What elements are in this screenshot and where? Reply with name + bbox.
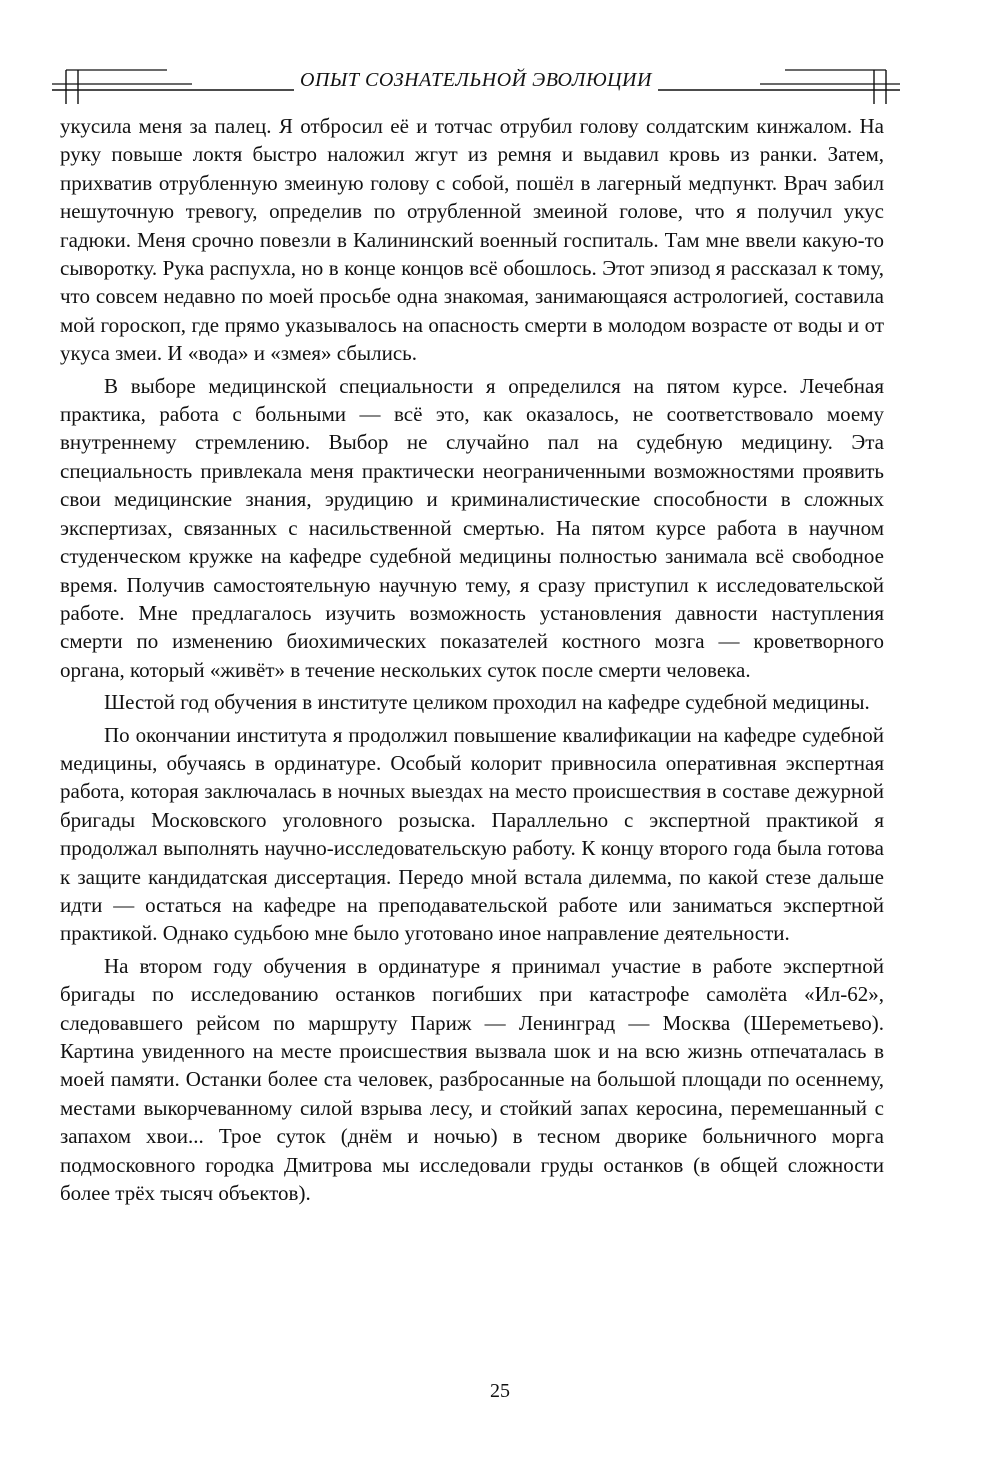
running-header-title-text: ОПЫТ СОЗНАТЕЛЬНОЙ ЭВОЛЮЦИИ bbox=[294, 69, 658, 91]
paragraph-5: На втором году обучения в ординатуре я принимал участие в работе экспертной бригады по исследованию останков погибших при катастрофе самолёта «Ил-62», следовавшего рейсом по маршруту Париж — Ленинград — Москва (Шереметьево). Картина увиденного на месте происшествия вызвала шок и на всю жизнь отпечаталась в моей памяти. Останки более ста человек, разбросанные на большой площади по осеннему, местами выкорчеванному силой взрыва лесу, и стойкий запах керосина, перемешанный с запахом хвои... Трое суток (днём и ночью) в тесном дворике больничного морга подмосковного городка Дмитрова мы исследовали груды останков (в общей сложности более трёх тысяч объектов). bbox=[60, 953, 884, 1206]
body-text bbox=[60, 112, 884, 1207]
paragraph-3: Шестой год обучения в институте целиком проходил на кафедре судебной медицины. bbox=[104, 690, 870, 715]
page-number: 25 bbox=[490, 1380, 510, 1402]
running-header bbox=[52, 62, 900, 106]
paragraph-2: В выборе медицинской специальности я определился на пятом курсе. Лечебная практика, работа с больными — всё это, как оказалось, не соответствовало моему внутреннему стремлению. Выбор не случайно пал на судебную медицину. Эта специальность привлекала меня практически неограниченными возможностями проявить свои медицинские знания, эрудицию и криминалистические способности в сложных экспертизах, связанных с насильственной смертью. На пятом курсе работа в научном студенческом кружке на кафедре судебной медицины полностью занимала всё свободное время. Получив самостоятельную научную тему, я сразу приступил к исследовательской работе. Мне предлагалось изучить возможность установления давности наступления смерти по изменению биохимических показателей костного мозга — кроветворного органа, который «живёт» в течение нескольких суток после смерти человека. bbox=[60, 373, 884, 682]
paragraph-4: По окончании института я продолжил повышение квалификации на кафедре судебной медицины, обучаясь в ординатуре. Особый колорит привносила оперативная экспертная работа, которая заключалась в ночных выездах на место происшествия в составе дежурной бригады Московского уголовного розыска. Параллельно с экспертной практикой я продолжал выполнять научно-исследовательскую работу. К концу второго года была готова к защите кандидатская диссертация. Передо мной встала дилемма, по какой стезе дальше идти — остаться на кафедре на преподавательской работе или заниматься экспертной практикой. Однако судьбою мне было уготовано иное направление деятельности. bbox=[60, 722, 884, 946]
running-header-title bbox=[52, 69, 900, 92]
paragraph-1: укусила меня за палец. Я отбросил её и тотчас отрубил голову солдатским кинжалом. На руку повыше локтя быстро наложил жгут из ремня и выдавил кровь из ранки. Затем, прихватив отрубленную змеиную голову с собой, пошёл в лагерный медпункт. Врач забил нешуточную тревогу, определив по отрубленной змеиной голове, что я получил укус гадюки. Меня срочно повезли в Калининский военный госпиталь. Там мне ввели какую-то сыворотку. Рука распухла, но в конце концов всё обошлось. Этот эпизод я рассказал к тому, что совсем недавно по моей просьбе одна знакомая, занимающаяся астрологией, составила мой гороскоп, где прямо указывалось на опасность смерти в молодом возрасте от воды и от укуса змеи. И «вода» и «змея» сбылись. bbox=[60, 114, 884, 366]
